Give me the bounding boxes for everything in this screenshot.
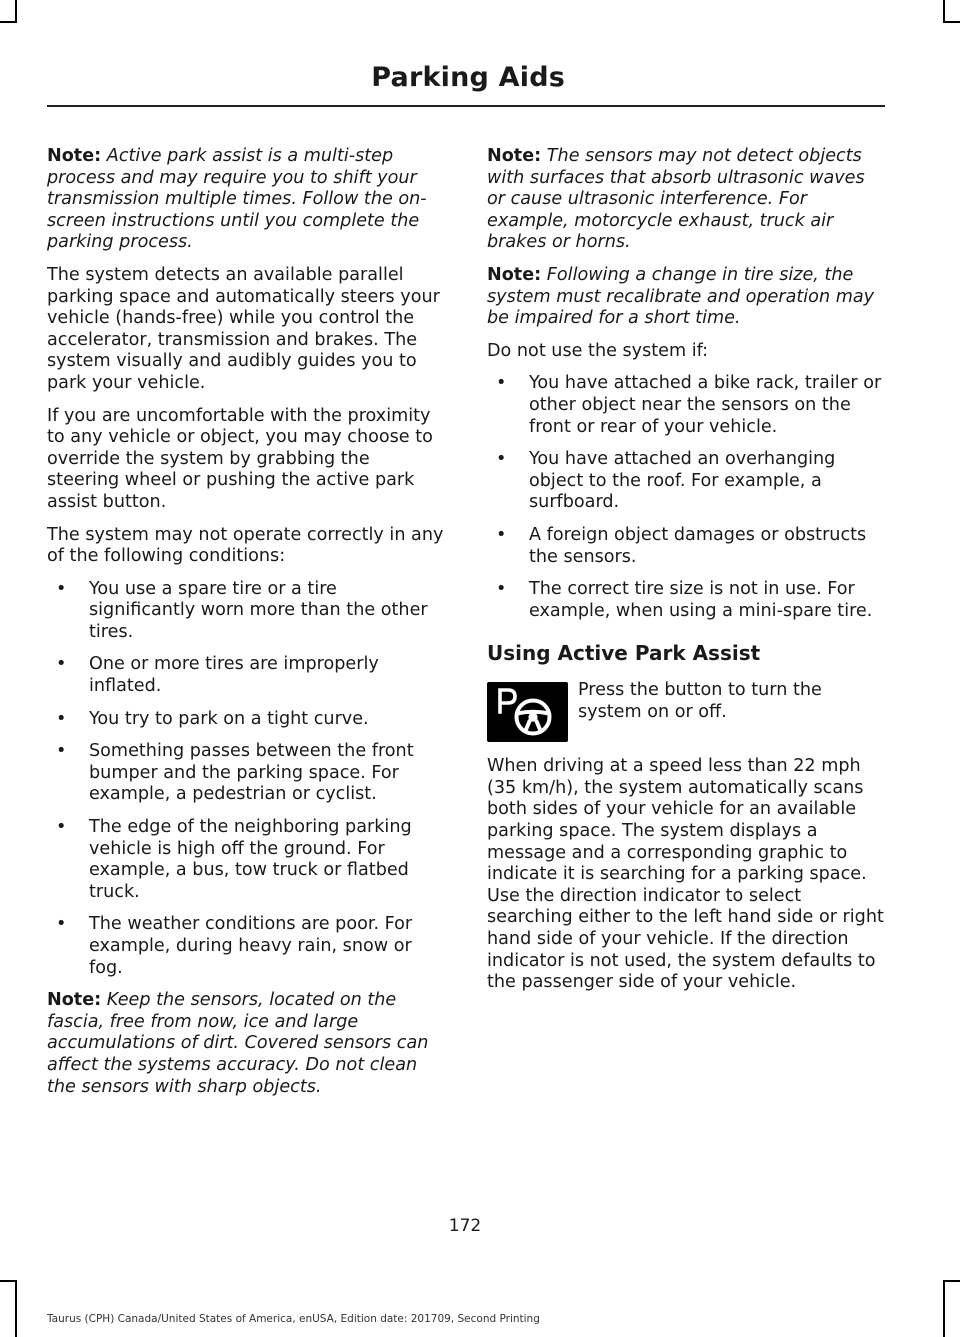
list-item-text: You have attached a bike rack, trailer or other object near the sensors on the front or rear of your vehicle. (529, 373, 882, 437)
list-item (47, 817, 447, 903)
note-label: Note: (487, 146, 542, 166)
list-item-text: You try to park on a tight curve. (89, 708, 369, 729)
list-item (47, 579, 447, 644)
crop-mark (943, 1280, 960, 1282)
bullet-icon: • (496, 524, 507, 545)
list-item (47, 914, 447, 979)
list-item (487, 449, 887, 514)
list-item-text: The correct tire size is not in use. For example, when using a mini-spare tire. (529, 579, 873, 621)
body-paragraph: The system may not operate correctly in any of the following conditions: (47, 524, 444, 567)
page-number: 172 (448, 1216, 482, 1236)
note-label: Note: (47, 990, 102, 1011)
body-paragraph: Do not use the system if: (487, 340, 709, 361)
park-assist-steering-wheel-icon (487, 682, 568, 742)
bullet-icon: • (56, 817, 67, 838)
crop-mark (943, 21, 960, 23)
crop-mark (0, 1280, 17, 1282)
crop-mark (943, 0, 945, 22)
list-item (487, 373, 887, 438)
icon-row (487, 682, 887, 742)
note-text: Active park assist is a multi-step process and may require you to shift your transmission multiple times. Follow the on-screen instructions until you complete the parking process. (47, 146, 427, 253)
list-item-text: The weather conditions are poor. For example, during heavy rain, snow or fog. (89, 914, 413, 978)
note-text: The sensors may not detect objects with surfaces that absorb ultrasonic waves or cause ultrasonic interference. For example, motorcycle exhaust, truck air brakes or horns. (487, 146, 865, 253)
note-paragraph (47, 990, 447, 1098)
note-paragraph (487, 265, 887, 330)
body-paragraph: When driving at a speed less than 22 mph (35 km/h), the system automatically scans both sides of your vehicle for an available parking space. The system displays a message and a corresponding graphic to indicate it is searching for a parking space. Use the direction indicator to select searching either to the left hand side or right hand side of your vehicle. If the direction indicator is not used, the system defaults to the passenger side of your vehicle. (487, 756, 884, 993)
bullet-icon: • (496, 579, 507, 600)
bullet-icon: • (56, 654, 67, 675)
list-item-text: You have attached an overhanging object to the roof. For example, a surfboard. (529, 449, 836, 513)
right-column (487, 146, 887, 1005)
header-divider (47, 105, 885, 107)
list-item-text: A foreign object damages or obstructs the sensors. (529, 524, 867, 567)
list-item (487, 525, 887, 568)
note-label: Note: (487, 264, 542, 285)
note-label: Note: (47, 146, 102, 166)
body-paragraph: If you are uncomfortable with the proximity to any vehicle or object, you may choose to override the system by grabbing the steering wheel or pushing the active park assist button. (47, 405, 433, 512)
list-item (47, 654, 447, 697)
crop-mark (15, 0, 17, 22)
crop-mark (943, 1280, 945, 1337)
list-item (47, 741, 447, 806)
bullet-icon: • (56, 741, 67, 762)
list-item-text: The edge of the neighboring parking vehicle is high off the ground. For example, a bus, tow truck or flatbed truck. (89, 817, 412, 902)
body-paragraph: The system detects an available parallel parking space and automatically steers your vehicle (hands-free) while you control the accelerator, transmission and brakes. The system visually and audibly guides you to park your vehicle. (47, 264, 440, 393)
page-title: Parking Aids (371, 62, 565, 93)
list-item (47, 709, 447, 731)
bullet-list (47, 579, 447, 980)
bullet-icon: • (496, 373, 507, 394)
bullet-list (487, 373, 887, 622)
note-text: Following a change in tire size, the system must recalibrate and operation may be impaired for a short time. (487, 264, 875, 329)
list-item-text: You use a spare tire or a tire significantly worn more than the other tires. (89, 578, 428, 642)
note-text: Keep the sensors, located on the fascia, free from now, ice and large accumulations of dirt. Covered sensors can affect the systems accuracy. Do not clean the sensors with sharp objects. (47, 990, 429, 1097)
footer-text: Taurus (CPH) Canada/United States of America, enUSA, Edition date: 201709, Second Printing (47, 1313, 540, 1325)
crop-mark (15, 1280, 17, 1337)
bullet-icon: • (56, 578, 67, 599)
section-heading: Using Active Park Assist (487, 641, 761, 666)
bullet-icon: • (56, 914, 67, 935)
list-item-text: Something passes between the front bumper and the parking space. For example, a pedestrian or cyclist. (89, 741, 414, 805)
bullet-icon: • (496, 449, 507, 470)
list-item (487, 579, 887, 622)
crop-mark (0, 21, 17, 23)
bullet-icon: • (56, 708, 67, 729)
list-item-text: One or more tires are improperly inflated. (89, 654, 379, 697)
left-column (47, 146, 447, 1109)
icon-caption: Press the button to turn the system on or off. (578, 680, 822, 722)
note-paragraph (487, 146, 887, 254)
note-paragraph (47, 146, 447, 254)
